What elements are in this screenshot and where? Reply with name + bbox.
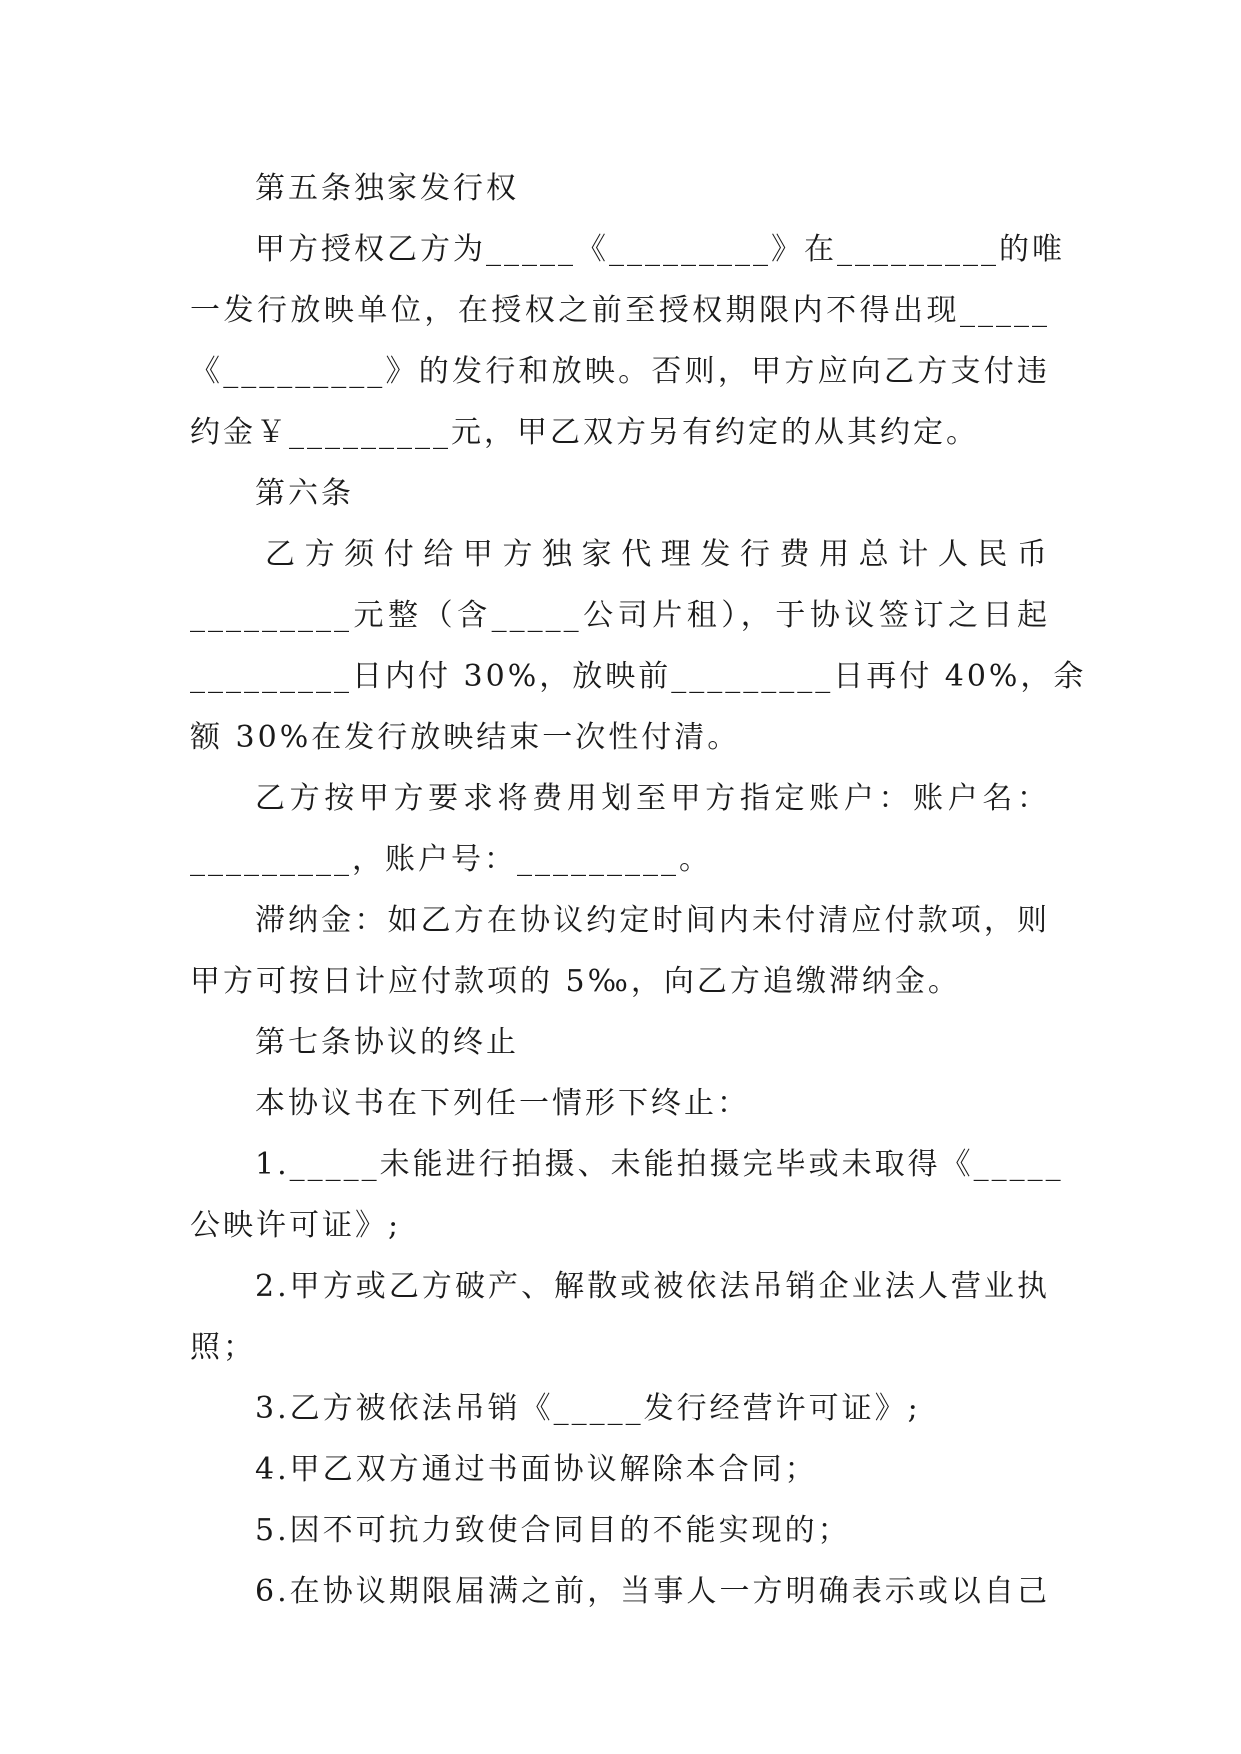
article-6-text-line-1: 乙方须付给甲方独家代理发行费用总计人民币 [265,537,1050,572]
late-fee-paragraph-line-2: 甲方可按日计应付款项的 5‰，向乙方追缴滞纳金。 [190,964,961,999]
account-paragraph-line-1: 乙方按甲方要求将费用划至甲方指定账户：账户名： [255,781,1050,816]
article-6-text-line-2: _________元整（含_____公司片租），于协议签订之日起 [190,598,1050,633]
article-6-text-line-4: 额 30%在发行放映结束一次性付清。 [190,720,741,755]
article-5-text-line-1: 甲方授权乙方为_____《_________》在_________的唯 [255,232,1065,267]
article-6-heading: 第六条 [255,476,354,511]
late-fee-paragraph-line-1: 滞纳金：如乙方在协议约定时间内未付清应付款项，则 [255,903,1050,938]
article-5-heading: 第五条独家发行权 [255,171,519,206]
termination-item-3: 3.乙方被依法吊销《_____发行经营许可证》; [255,1391,921,1426]
termination-intro: 本协议书在下列任一情形下终止： [255,1086,750,1121]
termination-item-5: 5.因不可抗力致使合同目的不能实现的； [255,1513,851,1548]
termination-item-1-line-1: 1._____未能进行拍摄、未能拍摄完毕或未取得《_____ [255,1147,1064,1182]
account-paragraph-line-2: _________，账户号：_________。 [190,842,712,877]
termination-item-6-line-1: 6.在协议期限届满之前，当事人一方明确表示或以自己 [255,1574,1050,1609]
termination-item-2-line-1: 2.甲方或乙方破产、解散或被依法吊销企业法人营业执 [255,1269,1050,1304]
article-7-heading: 第七条协议的终止 [255,1025,519,1060]
article-5-text-line-3: 《_________》的发行和放映。否则，甲方应向乙方支付违 [190,354,1050,389]
article-5-text-line-2: 一发行放映单位，在授权之前至授权期限内不得出现_____ [190,293,1050,328]
article-5-text-line-4: 约金￥_________元，甲乙双方另有约定的从其约定。 [190,415,979,450]
document-body [190,158,1087,1622]
article-6-text-line-3: _________日内付 30%，放映前_________日再付 40%，余 [190,659,1087,694]
termination-item-1-line-2: 公映许可证》; [190,1208,402,1243]
termination-item-4: 4.甲乙双方通过书面协议解除本合同； [255,1452,818,1487]
termination-item-2-line-2: 照； [190,1330,256,1365]
